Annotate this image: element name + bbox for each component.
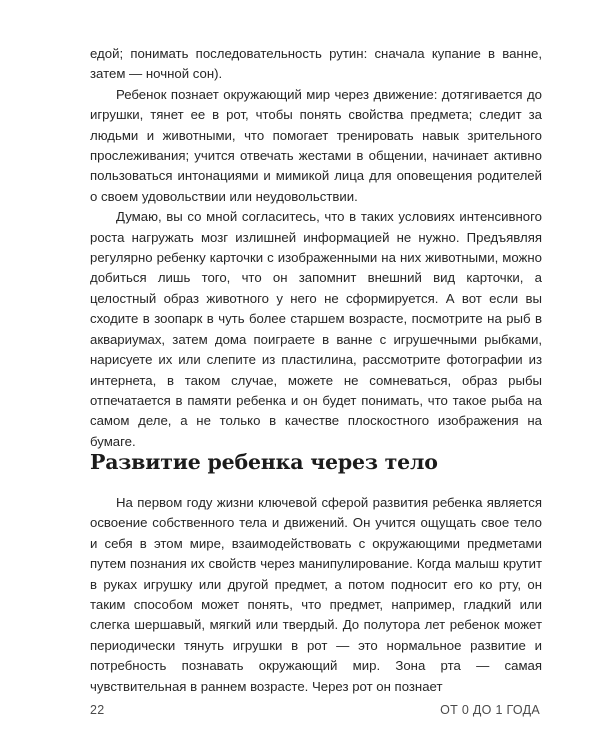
paragraph-movement: Ребенок познает окружающий мир через движение: дотягивается до игрушки, тянет ее в рот, чтобы понять свойства предмета; следит за людьми и животными, что помогает тренировать навык зрительного прослеживания; учится отвечать жестами в общении, начинает активно пользоваться интонациями и мимикой лица для оповещения родителей о своем удовольствии или неудовольствии.: [90, 86, 542, 204]
paragraph-body-development: На первом году жизни ключевой сферой развития ребенка является освоение собственного тела и движений. Он учится ощущать свое тело и себя в этом мире, взаимодействовать с окружающими предметами путем познания их свойств через манипулирование. Когда малыш крутит в руках игрушку или другой предмет, а потом подносит его ко рту, он таким способом может понять, что предмет, например, гладкий или слегка шершавый, мягкий или твердый. До полутора лет ребенок может периодически тянуть игрушки в рот — это нормальное развитие и потребность познавать окружающий мир. Зона рта — самая чувствительная в раннем возрасте. Через рот он познает: [90, 495, 542, 694]
paragraph-continuation: едой; понимать последовательность рутин: сначала купание в ванне, затем — ночной сон).: [90, 46, 542, 82]
running-title: ОТ 0 ДО 1 ГОДА: [440, 703, 540, 717]
paragraph-cards: Думаю, вы со мной согласитесь, что в таких условиях интенсивного роста нагружать мозг излишней информацией не нужно. Предъявляя регулярно ребенку карточки с изображенными на них животными, можно добиться лишь того, что он запомнит внешний вид карточки, а целостный образ животного у него не сформируется. А вот если вы сходите в зоопарк в чуть более старшем возрасте, посмотрите на рыб в аквариумах, затем дома поиграете в ванне с игрушечными рыбками, нарисуете их или слепите из пластилина, рассмотрите фотографии из интернета, в таком случае, можете не сомневаться, образ рыбы отпечатается в памяти ребенка и он будет понимать, что такое рыба на самом деле, а не только в качестве плоскостного изображения на бумаге.: [90, 209, 542, 449]
section-heading: Развитие ребенка через тело: [90, 450, 438, 474]
body-text-top: [90, 44, 542, 452]
body-text-bottom: [90, 493, 542, 697]
page-number: 22: [90, 703, 105, 717]
